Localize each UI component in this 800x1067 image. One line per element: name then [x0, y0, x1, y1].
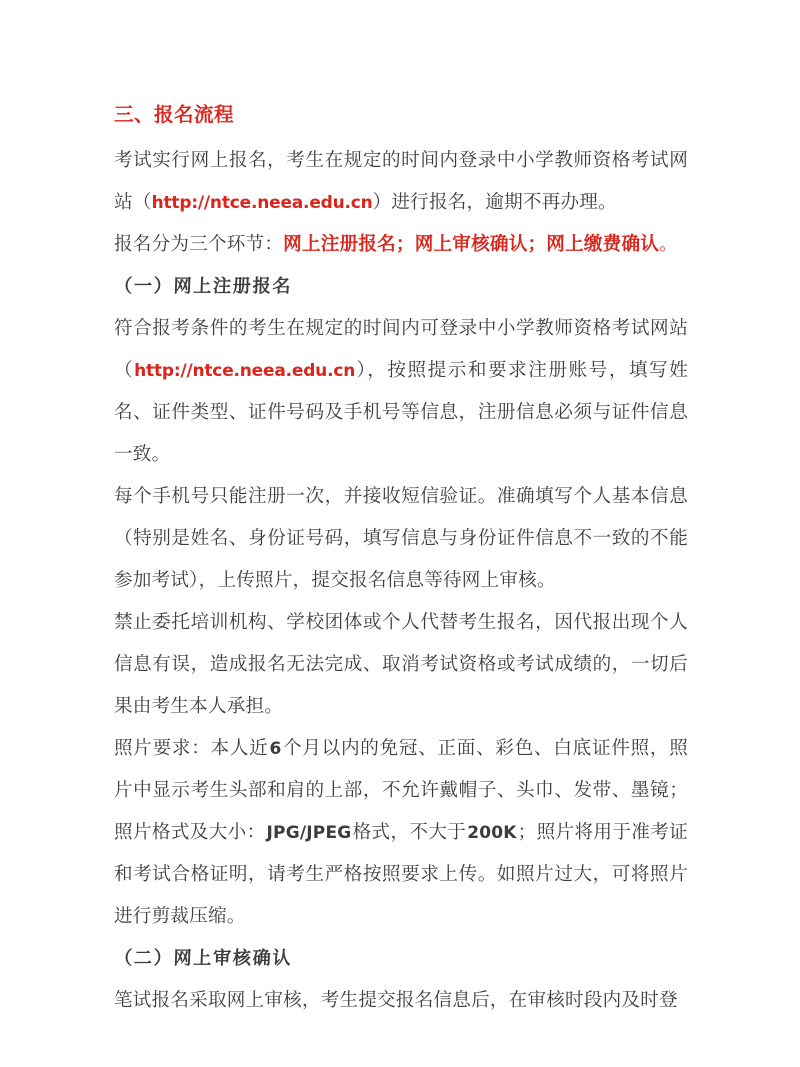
exam-site-url-link-2[interactable]: http://ntce.neea.edu.cn — [134, 361, 356, 381]
photo-req-segment-1: 照片要求：本人近 — [114, 738, 269, 759]
phase-label-online-registration: 网上注册报名； — [283, 234, 415, 255]
intro-text-after-url: ）进行报名，逾期不再办理。 — [372, 192, 617, 213]
phases-prefix-label: 报名分为三个环节： — [114, 234, 284, 255]
paragraph-written-exam-review: 笔试报名采取网上审核，考生提交报名信息后，在审核时段内及时登 — [114, 990, 678, 1011]
photo-req-segment-3: 格式，不大于 — [352, 822, 467, 843]
paragraph-proxy-registration-prohibited: 禁止委托培训机构、学校团体或个人代替考生报名，因代报出现个人信息有误，造成报名无法完成、取消考试资格或考试成绩的，一切后果由考生本人承担。 — [114, 612, 688, 717]
photo-req-segment-4: ；照片将用于准考证和考试合格证明，请考生严格按照要求上传。如照片过大，可将照片进行剪裁压缩。 — [114, 822, 688, 927]
intro-text-before-url: 考试实行网上报名，考生在规定的时间内登录中小学教师资格考试网站（ — [114, 150, 688, 213]
exam-site-url-link[interactable]: http://ntce.neea.edu.cn — [151, 193, 373, 213]
paragraph-three-phases — [114, 224, 688, 266]
document-body — [114, 100, 688, 1022]
phases-end-punctuation: 。 — [659, 234, 678, 255]
registration-text-before-url: 符合报考条件的考生在规定的时间内可登录中小学教师资格考试网站（ — [114, 318, 688, 381]
paragraph-intro — [114, 140, 688, 224]
registration-text-after-url: ），按照提示和要求注册账号，填写姓名、证件类型、证件号码及手机号等信息，注册信息必须与证件信息一致。 — [114, 360, 689, 465]
section-heading-registration-process: 三、报名流程 — [114, 103, 235, 126]
paragraph-registration-steps — [114, 308, 688, 476]
phase-label-online-payment: 网上缴费确认 — [546, 234, 660, 255]
paragraph-phone-verification: 每个手机号只能注册一次，并接收短信验证。准确填写个人基本信息（特别是姓名、身份证号码，填写信息与身份证件信息不一致的不能参加考试），上传照片，提交报名信息等待网上审核。 — [114, 486, 688, 591]
phase-label-online-review: 网上审核确认； — [414, 234, 547, 255]
photo-req-segment-2: 个月以内的免冠、正面、彩色、白底证件照，照片中显示考生头部和肩的上部，不允许戴帽子、头巾、发带、墨镜；照片格式及大小： — [114, 738, 689, 843]
photo-req-size-value: 200K — [467, 823, 517, 843]
paragraph-photo-requirements — [114, 728, 688, 938]
photo-req-format-value: JPG/JPEG — [266, 823, 352, 843]
photo-req-months-value: 6 — [269, 739, 282, 759]
subheading-online-registration: （一）网上注册报名 — [113, 276, 293, 297]
subheading-online-review-confirmation: （二）网上审核确认 — [113, 948, 293, 969]
